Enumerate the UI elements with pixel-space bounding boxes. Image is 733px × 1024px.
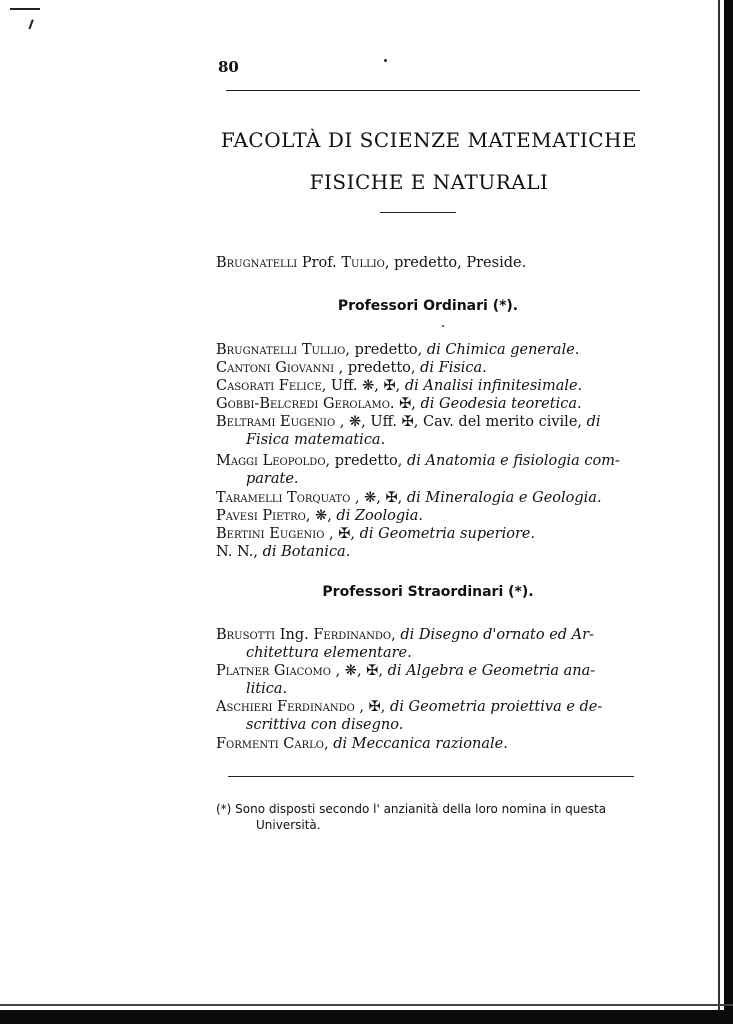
footnote-line-2: Università. bbox=[256, 818, 321, 832]
list-item bbox=[216, 489, 602, 507]
professor-honors: , predetto, bbox=[345, 342, 427, 358]
professor-honors: , bbox=[391, 627, 401, 643]
professor-honors: , ✠, bbox=[354, 699, 391, 715]
professor-honors: , ✠, bbox=[324, 526, 360, 542]
list-item-continuation bbox=[246, 470, 299, 488]
professor-subject: parate. bbox=[246, 471, 299, 487]
professor-name: N. N. bbox=[216, 544, 254, 560]
ink-speck bbox=[384, 59, 387, 62]
scan-bottom-border bbox=[0, 1010, 733, 1024]
professor-name: Formenti Carlo bbox=[216, 736, 324, 752]
professor-subject: di Fisica. bbox=[420, 360, 487, 376]
preside-first-name: Tullio bbox=[341, 255, 385, 271]
professor-subject: di bbox=[586, 414, 601, 430]
page-title-line-1: FACOLTÀ DI SCIENZE MATEMATICHE bbox=[220, 128, 638, 152]
professor-name: Cantoni Giovanni bbox=[216, 360, 335, 376]
professor-subject: scrittiva con disegno. bbox=[246, 717, 404, 733]
scan-edge-line bbox=[0, 1004, 733, 1006]
list-item bbox=[216, 452, 620, 470]
ink-speck bbox=[442, 325, 444, 327]
list-item bbox=[216, 543, 350, 561]
professor-honors: , bbox=[324, 736, 334, 752]
page-number: 80 bbox=[218, 58, 239, 76]
professor-name: Taramelli Torquato bbox=[216, 490, 351, 506]
professor-name: Brugnatelli Tullio bbox=[216, 342, 346, 358]
professor-honors: , predetto, bbox=[334, 360, 421, 376]
page-title-line-2: FISICHE E NATURALI bbox=[309, 170, 549, 194]
professor-subject: di Geodesia teoretica. bbox=[420, 396, 582, 412]
list-item bbox=[216, 377, 582, 395]
professor-name: Aschieri Ferdinando bbox=[216, 699, 355, 715]
title-divider bbox=[380, 212, 456, 213]
list-item-continuation bbox=[246, 644, 412, 662]
preside-surname: Brugnatelli bbox=[216, 255, 298, 271]
professor-first-name: Ferdinando bbox=[313, 627, 392, 643]
list-item bbox=[216, 662, 595, 680]
list-item bbox=[216, 525, 535, 543]
professor-honors: , Uff. ❋, ✠, bbox=[321, 378, 405, 394]
list-item bbox=[216, 698, 602, 716]
list-item bbox=[216, 341, 579, 359]
professor-subject: di Chimica generale. bbox=[426, 342, 580, 358]
professor-name: Brusotti bbox=[216, 627, 276, 643]
professor-title: Ing. bbox=[275, 627, 314, 643]
professor-honors: , bbox=[253, 544, 263, 560]
professor-subject: litica. bbox=[246, 681, 288, 697]
professor-name: Casorati Felice bbox=[216, 378, 322, 394]
professor-name: Gobbi-Belcredi Gerolamo bbox=[216, 396, 390, 412]
professor-subject: di Botanica. bbox=[262, 544, 351, 560]
professor-name: Pavesi Pietro bbox=[216, 508, 306, 524]
list-item bbox=[216, 395, 582, 413]
section-heading-straordinari: Professori Straordinari (*). bbox=[322, 584, 534, 600]
footnote-rule bbox=[228, 776, 634, 777]
professor-name: Platner Giacomo bbox=[216, 663, 331, 679]
list-item-continuation bbox=[246, 680, 287, 698]
professor-honors: , ❋, bbox=[305, 508, 337, 524]
list-item bbox=[216, 359, 487, 377]
list-item-continuation bbox=[246, 431, 385, 449]
list-item-continuation bbox=[246, 716, 403, 734]
preside-role: , predetto, Preside. bbox=[384, 255, 527, 271]
professor-subject: di Mineralogia e Geologia. bbox=[406, 490, 602, 506]
professor-subject: di Anatomia e fisiologia com- bbox=[407, 453, 620, 469]
header-rule bbox=[226, 90, 640, 91]
list-item bbox=[216, 735, 508, 753]
professor-subject: chitettura elementare. bbox=[246, 645, 412, 661]
professor-subject: di Meccanica razionale. bbox=[333, 736, 508, 752]
professor-name: Bertini Eugenio bbox=[216, 526, 325, 542]
scan-edge-line bbox=[718, 0, 720, 1024]
scan-right-border bbox=[724, 0, 733, 1024]
list-item bbox=[216, 626, 594, 644]
professor-name: Maggi Leopoldo bbox=[216, 453, 326, 469]
list-item bbox=[216, 507, 423, 525]
preside-line bbox=[216, 254, 526, 272]
professor-honors: . ✠, bbox=[389, 396, 421, 412]
professor-subject: Fisica matematica. bbox=[246, 432, 386, 448]
list-item bbox=[216, 413, 601, 431]
footnote-line-1: (*) Sono disposti secondo l' anzianità della loro nomina in questa bbox=[216, 802, 607, 816]
professor-subject: di Geometria proiettiva e de- bbox=[390, 699, 603, 715]
professor-subject: di Geometria superiore. bbox=[359, 526, 536, 542]
preside-title: Prof. bbox=[297, 255, 342, 271]
professor-subject: di Algebra e Geometria ana- bbox=[387, 663, 596, 679]
professor-honors: , ❋, Uff. ✠, Cav. del merito civile, bbox=[335, 414, 587, 430]
professor-subject: di Analisi infinitesimale. bbox=[404, 378, 583, 394]
professor-subject: di Disegno d'ornato ed Ar- bbox=[400, 627, 594, 643]
professor-name: Beltrami Eugenio bbox=[216, 414, 336, 430]
professor-honors: , ❋, ✠, bbox=[330, 663, 388, 679]
professor-subject: di Zoologia. bbox=[336, 508, 424, 524]
professor-honors: , ❋, ✠, bbox=[350, 490, 407, 506]
professor-honors: , predetto, bbox=[325, 453, 407, 469]
section-heading-ordinari: Professori Ordinari (*). bbox=[337, 298, 519, 314]
